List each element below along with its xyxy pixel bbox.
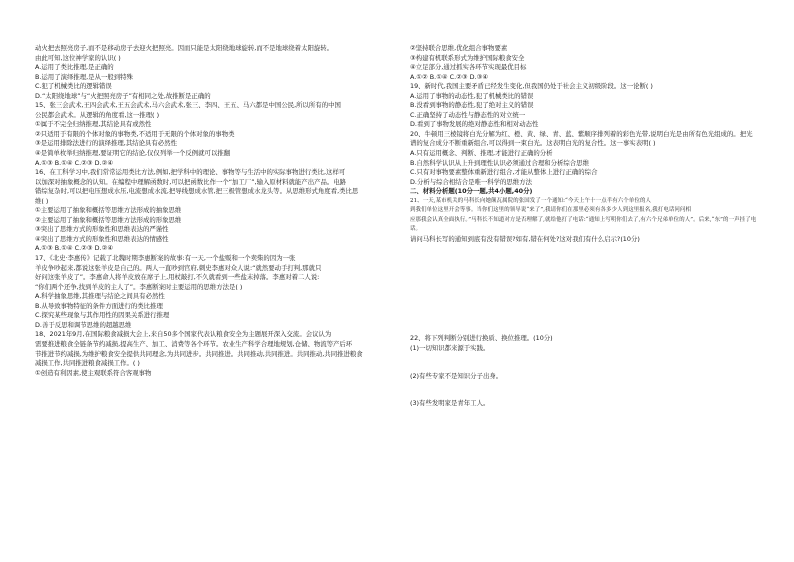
q21-material: 应那我会认真全面执行。”马科长不知道对方是否理解了,就给他打了电话:“通知上写明你们去了,有六个兄弟单位的人”。后来,“东”的一声挂了电 bbox=[410, 216, 757, 223]
q15-line: 15、张三会武术,王四会武术,王五会武术,马六会武术,张三、李四、王五、马六都是中国公民,所以所有的中国 bbox=[35, 101, 341, 110]
q16-options: A.①③ B.①④ C.②③ D.②④ bbox=[35, 244, 114, 253]
q22-answer-space bbox=[410, 354, 762, 372]
question-19 bbox=[410, 82, 762, 130]
q19-option: A.运用了事物的动态性,犯了机械类比的错误 bbox=[410, 91, 534, 100]
q17-line: 羊皮争吵起来,都说这张羊皮是自己的。两人一直吵到官府,刺史李惠对众人说:“就然要动手打判,那就只 bbox=[35, 263, 322, 272]
left-column bbox=[35, 44, 383, 378]
q15-statement: ②只适用于有限的个体对象的事物类,不适用于无限的个体对象的事物类 bbox=[35, 129, 235, 138]
q16-line: 16、在工科学习中,我们常常运用类比方法,例如,把学科中的理论、事物等与生活中的实际事物进行类比,这样可 bbox=[35, 168, 346, 177]
q21-material: 到我们单位这里开会等事。当你们这里的领导说“来了”,我请你们在那里必须有各多少人到这里报名,我打电话问问相 bbox=[410, 207, 692, 214]
q15-statement: ①属于不完全归纳推理,其结论具有或然性 bbox=[35, 120, 152, 129]
q18-statement: ③构建有机联系形式为维护国际粮食安全 bbox=[410, 53, 525, 62]
question-22 bbox=[410, 334, 762, 408]
q19-option: C.正确坚持了动态性与静态性的对立统一 bbox=[410, 110, 526, 119]
q22-answer-space bbox=[410, 381, 762, 399]
question-17 bbox=[35, 254, 383, 330]
q15-options: A.①③ B.①④ C.②③ D.②④ bbox=[35, 158, 114, 167]
question-18 bbox=[35, 330, 383, 378]
q19-line: 19、新时代,我国主要矛盾已经发生变化,但我国仍处于社会主义初级阶段。这一论断( ) bbox=[410, 82, 653, 91]
q19-option: B.没看到事物的静态性,犯了绝对主义的错误 bbox=[410, 101, 534, 110]
q22-item: (3)有些发明家是青年工人。 bbox=[410, 399, 490, 408]
q15-line: 公民都会武术。从逻辑的角度看,这一推理( ) bbox=[35, 110, 160, 119]
q22-item: (1)一切知识都来源于实践。 bbox=[410, 344, 490, 353]
q14-option: B.运用了演绎推理,是从一般到特殊 bbox=[35, 72, 133, 81]
q18-statement: ②坚持联合思维,优化组合事物要素 bbox=[410, 44, 508, 52]
q20-option: B.自然科学认识从上升到理性认识必须通过合理和分析综合思维 bbox=[410, 158, 589, 167]
question-20 bbox=[410, 130, 762, 187]
q16-statement: ①主要运用了抽象和概括等思维方法形成的抽象思维 bbox=[35, 206, 182, 215]
q21-material: 话。 bbox=[410, 226, 422, 233]
question-14 bbox=[35, 44, 383, 101]
q17-line: 17、《北史·李惠传》记载了北魏时期李惠断案的故事:有一天,一个盐贩和一个卖柴的因为一张 bbox=[35, 254, 296, 263]
q16-statement: ②主要运用了抽象和概括等思维方法形成的形象思维 bbox=[35, 215, 182, 224]
q22-item: (2)有些专家不是知识分子出身。 bbox=[410, 371, 503, 380]
q15-statement: ③是运用排除法进行的演绎推理,其结论具有必然性 bbox=[35, 139, 177, 148]
q18-line: 节推进节约减损,为维护粮食安全提供共同理念,为共同进步。共同推进。共同推动,共同推进。共同推动,共同推进粮食 bbox=[35, 349, 363, 358]
question-21 bbox=[410, 197, 762, 245]
question-15 bbox=[35, 101, 383, 168]
q19-option: D.看到了事物发展的绝对静态性和相对动态性 bbox=[410, 120, 539, 129]
q16-line: 以加深对抽象概念的认知。在编程中理解函数时,可以把函数比作一个“加工厂”,输入原材料就能产出产品。电路 bbox=[35, 177, 347, 186]
q14-option: A.运用了类比推理,是正确的 bbox=[35, 63, 114, 72]
q20-option: D.分析与综合相结合是唯一科学的思维方法 bbox=[410, 177, 532, 186]
question-16 bbox=[35, 168, 383, 254]
q18-statement: ④立足部分,通过抓实各环节实现最优目标 bbox=[410, 63, 527, 72]
section-2-title: 二、材料分析题(10分一题,共4小题,40分) bbox=[410, 187, 533, 196]
q22-title: 22、将下列判断分别进行换质、换位推理。(10分) bbox=[410, 334, 553, 343]
q17-line: “你们两个还争,找到羊皮的主人了”。李惠断案时主要运用的思维方法是( ) bbox=[35, 282, 243, 291]
q21-material: 21、一天,某市机关的马科长向她颠瓦属院的张国发了一个通知:“今天上午十一点半有六个单位的人 bbox=[410, 197, 652, 204]
q20-option: C.只有对事物要素整体重新进行组合,才能从整体上进行正确的综合 bbox=[410, 168, 598, 177]
q16-statement: ③突出了思维方式的形象性和思维表达的严谨性 bbox=[35, 225, 169, 234]
q16-line: 维( ) bbox=[35, 196, 49, 205]
q14-option: D.“太阳绕地球”与“火把照亮房子”有相同之处,故推断是正确的 bbox=[35, 91, 211, 100]
q14-line: 由此可知,这位神学家的认识( ) bbox=[35, 53, 121, 62]
q16-line: 错综复杂时,可以把电压想成水压,电流想成水流,把导线想成水管,把三极管想成水龙头等。从思维形式角度看,类比思 bbox=[35, 187, 359, 196]
q21-answer-space bbox=[410, 244, 762, 334]
q20-option: A.只有运用概念、判断、推理,才能进行正确的分析 bbox=[410, 149, 553, 158]
q17-line: 好问这张羊皮了”。李惠命人将羊皮放在席子上,用杖敲打,不久就看到一些盐末掉落。李惠对着二人说: bbox=[35, 273, 320, 282]
q17-option: B.从导致事物特征的条件方面进行的类比推理 bbox=[35, 301, 163, 310]
q18-line: 减损工作,共同推进粮食减损工作。( ) bbox=[35, 359, 140, 368]
right-column bbox=[410, 44, 762, 409]
q18-line: 需要推进粮食全链条节约减损,提高生产、加工、消费等各个环节。农业生产科学合理地规划,仓储、物流等产后环 bbox=[35, 339, 353, 348]
q17-option: D.善于反思和调节思维的超越思维 bbox=[35, 320, 132, 329]
q18-line: 18、2021年9月,在国际粮食减损大会上,来自50多个国家代表认粮食安全为主题展开深入交流。会议认为 bbox=[35, 330, 332, 339]
q20-line: 20、牛顿用三棱镜将白光分解为红、橙、黄、绿、青、蓝、紫顺序排列着的彩色光带,说明白光是由所有色光组成的。把光 bbox=[410, 129, 753, 138]
q18-options: A.①② B.①④ C.②③ D.③④ bbox=[410, 72, 489, 81]
question-18-continued bbox=[410, 44, 762, 82]
q21-question: 请问马科长写的通知到底有没有错误?如有,错在何处?这对我们有什么启示?(10分) bbox=[410, 234, 640, 243]
q17-option: A.科学抽象思维,其推理与结论之间具有必然性 bbox=[35, 292, 165, 301]
q16-statement: ④突出了思维方式的形象性和思维表达的情感性 bbox=[35, 234, 169, 243]
q20-line: 谱的复合成分不断重新组合,可以得到一束白光。这表明白光的复合性。这一事实表明( ) bbox=[410, 139, 656, 148]
q14-line: 动火把去照亮房子,而不是移动房子去迎火把照亮。因而只能是太阳绕地球旋转,而不是地球绕着太阳旋转。 bbox=[35, 44, 334, 52]
q18-statement: ①创造有利因素,使主观联系符合客观事物 bbox=[35, 368, 152, 377]
q17-option: C.探究某些现象与其作用性的因果关系进行推理 bbox=[35, 311, 170, 320]
q15-statement: ④是简单枚举归纳推理,要证明它的结论,仅仅列举一个反例就可以推翻 bbox=[35, 149, 231, 158]
q14-option: C.犯了机械类比的逻辑错误 bbox=[35, 82, 112, 91]
